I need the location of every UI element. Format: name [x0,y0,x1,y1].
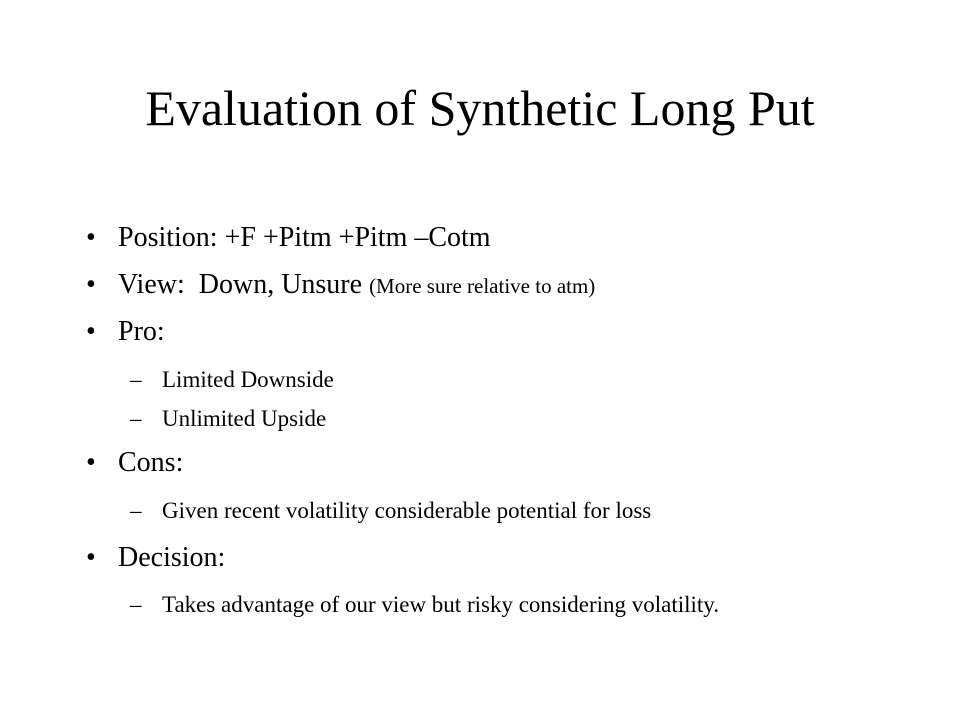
sub-marker: – [130,592,142,617]
sub-marker: – [130,406,142,431]
bullet-text: Decision: [118,542,226,573]
bullet-marker: • [86,269,96,300]
slide-title: Evaluation of Synthetic Long Put [145,80,815,136]
sub-item-text: Limited Downside [162,367,334,392]
bullet-text: Cons: [118,447,184,478]
bullet-text-main: View: Down, Unsure [118,269,370,300]
sub-item-text: Given recent volatility considerable potential for loss [162,498,652,523]
bullet-text [118,268,595,303]
bullet-marker: • [86,222,96,253]
sub-marker: – [130,367,142,392]
bullet-text: Position: +F +Pitm +Pitm –Cotm [118,222,491,253]
bullet-marker: • [86,542,96,573]
sub-marker: – [130,498,142,523]
bullet-text: Pro: [118,316,165,347]
bullet-marker: • [86,447,96,478]
sub-item-text: Takes advantage of our view but risky considering volatility. [162,592,720,617]
bullet-note: (More sure relative to atm) [369,274,596,298]
sub-item-text: Unlimited Upside [162,406,327,431]
bullet-marker: • [86,316,96,347]
